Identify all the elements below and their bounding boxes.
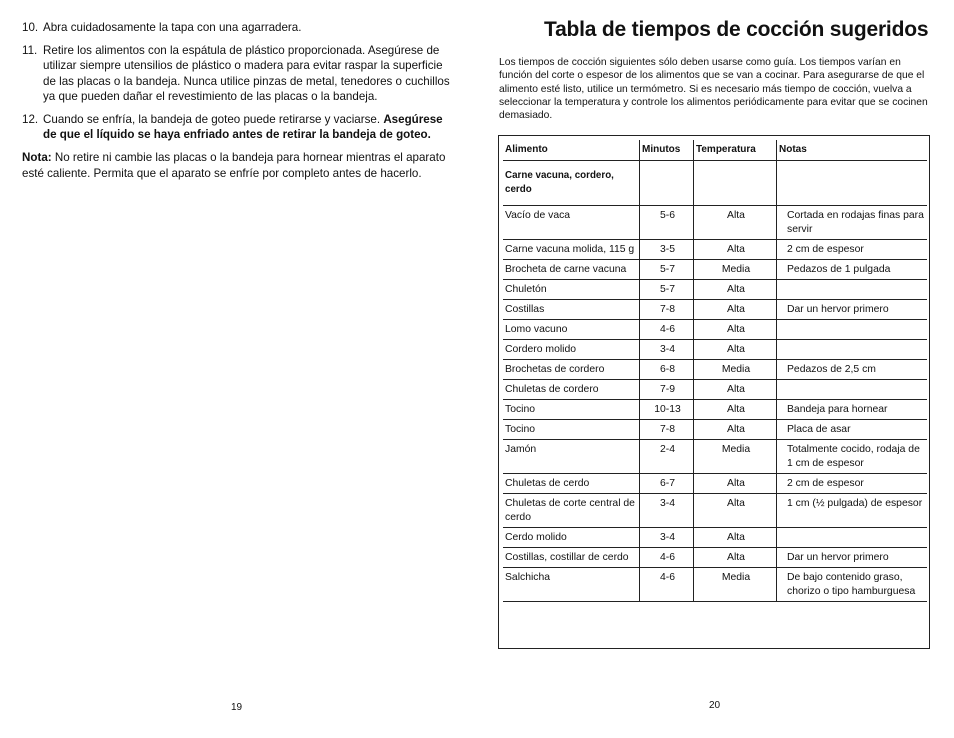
notes-cell	[777, 280, 928, 300]
step-10	[22, 20, 454, 35]
table-row	[503, 260, 927, 280]
notes-cell	[777, 380, 928, 400]
food-cell: Costillas, costillar de cerdo	[503, 548, 640, 568]
notes-cell: Pedazos de 2,5 cm	[777, 360, 928, 380]
food-cell: Salchicha	[503, 568, 640, 602]
notes-cell: Cortada en rodajas finas para servir	[777, 206, 928, 240]
table-row	[503, 568, 927, 602]
minutes-cell: 7-8	[640, 420, 694, 440]
food-cell: Chuletas de cordero	[503, 380, 640, 400]
right-page	[477, 0, 954, 738]
temperature-cell: Alta	[694, 300, 777, 320]
temperature-cell: Media	[694, 260, 777, 280]
step-warning: Asegúrese de que el líquido se haya enfriado antes de retirar la bandeja de goteo.	[43, 113, 443, 142]
minutes-cell: 6-7	[640, 474, 694, 494]
header-minutos: Minutos	[640, 140, 694, 161]
page-title: Tabla de tiempos de cocción sugeridos	[544, 18, 929, 41]
step-text: Cuando se enfría, la bandeja de goteo puede retirarse y vaciarse.	[43, 113, 384, 127]
instruction-steps	[22, 20, 454, 181]
step-number: 12.	[22, 113, 39, 127]
food-cell: Lomo vacuno	[503, 320, 640, 340]
step-number: 10.	[22, 21, 39, 34]
header-alimento: Alimento	[503, 140, 640, 161]
food-cell: Tocino	[503, 400, 640, 420]
table-row	[503, 240, 927, 260]
category-label: Carne vacuna, cordero, cerdo	[503, 161, 640, 206]
temperature-cell: Media	[694, 360, 777, 380]
table-row	[503, 360, 927, 380]
table-header-row	[503, 140, 927, 161]
temperature-cell: Alta	[694, 494, 777, 528]
minutes-cell: 3-5	[640, 240, 694, 260]
temperature-cell: Alta	[694, 548, 777, 568]
table-row	[503, 420, 927, 440]
temperature-cell: Alta	[694, 206, 777, 240]
notes-cell: Dar un hervor primero	[777, 548, 928, 568]
page-number: 20	[709, 700, 721, 711]
notes-cell	[777, 340, 928, 360]
notes-cell: Dar un hervor primero	[777, 300, 928, 320]
temperature-cell: Alta	[694, 320, 777, 340]
notes-cell	[777, 528, 928, 548]
table-row	[503, 300, 927, 320]
header-temperatura: Temperatura	[694, 140, 777, 161]
minutes-cell: 5-6	[640, 206, 694, 240]
food-cell: Chuletón	[503, 280, 640, 300]
step-number: 11.	[22, 44, 38, 58]
note-label: Nota:	[22, 151, 52, 165]
step-11	[22, 43, 454, 104]
food-cell: Tocino	[503, 420, 640, 440]
minutes-cell: 5-7	[640, 260, 694, 280]
table-row	[503, 206, 927, 240]
minutes-cell: 3-4	[640, 494, 694, 528]
temperature-cell: Alta	[694, 420, 777, 440]
temperature-cell: Media	[694, 568, 777, 602]
table-row	[503, 548, 927, 568]
step-text: Abra cuidadosamente la tapa con una agarradera.	[43, 21, 302, 34]
table-row	[503, 494, 927, 528]
page-number: 19	[231, 702, 243, 713]
table-row	[503, 340, 927, 360]
temperature-cell: Media	[694, 440, 777, 474]
table-row	[503, 320, 927, 340]
notes-cell: 2 cm de espesor	[777, 240, 928, 260]
cooking-times-table	[503, 140, 927, 602]
minutes-cell: 4-6	[640, 320, 694, 340]
food-cell: Vacío de vaca	[503, 206, 640, 240]
minutes-cell: 3-4	[640, 340, 694, 360]
minutes-cell: 2-4	[640, 440, 694, 474]
step-text: Retire los alimentos con la espátula de plástico proporcionada. Asegúrese de utilizar siempre utensilios de plástico o madera para evitar raspar la superficie de las placas o la bandeja. Nunca utilice pinzas de metal, tenedores o cuchillos ya que pueden dañar el revestimiento de las placas o la bandeja.	[43, 44, 450, 103]
notes-cell: Pedazos de 1 pulgada	[777, 260, 928, 280]
minutes-cell: 10-13	[640, 400, 694, 420]
minutes-cell: 7-8	[640, 300, 694, 320]
minutes-cell: 5-7	[640, 280, 694, 300]
temperature-cell: Alta	[694, 280, 777, 300]
temperature-cell: Alta	[694, 400, 777, 420]
minutes-cell: 3-4	[640, 528, 694, 548]
temperature-cell: Alta	[694, 528, 777, 548]
temperature-cell: Alta	[694, 340, 777, 360]
food-cell: Carne vacuna molida, 115 g	[503, 240, 640, 260]
intro-paragraph: Los tiempos de cocción siguientes sólo deben usarse como guía. Los tiempos varían en función del corte o espesor de los alimentos que se van a cocinar. Para asegurarse de que el alimento esté listo, utilice un termómetro. Si es necesario más tiempo de cocción, vuelva a seleccionar la temperatura y controle los alimentos periódicamente para evitar que se cocinen demasiado.	[499, 57, 928, 122]
minutes-cell: 7-9	[640, 380, 694, 400]
table-row	[503, 440, 927, 474]
notes-cell	[777, 320, 928, 340]
food-cell: Chuletas de corte central de cerdo	[503, 494, 640, 528]
temperature-cell: Alta	[694, 240, 777, 260]
table-row	[503, 380, 927, 400]
notes-cell: Placa de asar	[777, 420, 928, 440]
food-cell: Brochetas de cordero	[503, 360, 640, 380]
minutes-cell: 6-8	[640, 360, 694, 380]
note-text: No retire ni cambie las placas o la bandeja para hornear mientras el aparato esté caliente. Permita que el aparato se enfríe por completo antes de hacerlo.	[22, 151, 446, 180]
table-row	[503, 400, 927, 420]
note	[22, 150, 454, 180]
food-cell: Brocheta de carne vacuna	[503, 260, 640, 280]
notes-cell: Totalmente cocido, rodaja de 1 cm de espesor	[777, 440, 928, 474]
notes-cell: 1 cm (½ pulgada) de espesor	[777, 494, 928, 528]
header-notas: Notas	[777, 140, 928, 161]
table-row	[503, 474, 927, 494]
notes-cell: De bajo contenido graso, chorizo o tipo hamburguesa	[777, 568, 928, 602]
category-row	[503, 161, 927, 206]
food-cell: Costillas	[503, 300, 640, 320]
table-row	[503, 280, 927, 300]
cooking-times-table-frame	[498, 135, 930, 649]
food-cell: Cordero molido	[503, 340, 640, 360]
notes-cell: Bandeja para hornear	[777, 400, 928, 420]
temperature-cell: Alta	[694, 474, 777, 494]
food-cell: Chuletas de cerdo	[503, 474, 640, 494]
notes-cell: 2 cm de espesor	[777, 474, 928, 494]
step-12	[22, 112, 454, 142]
food-cell: Cerdo molido	[503, 528, 640, 548]
minutes-cell: 4-6	[640, 548, 694, 568]
food-cell: Jamón	[503, 440, 640, 474]
table-row	[503, 528, 927, 548]
temperature-cell: Alta	[694, 380, 777, 400]
minutes-cell: 4-6	[640, 568, 694, 602]
